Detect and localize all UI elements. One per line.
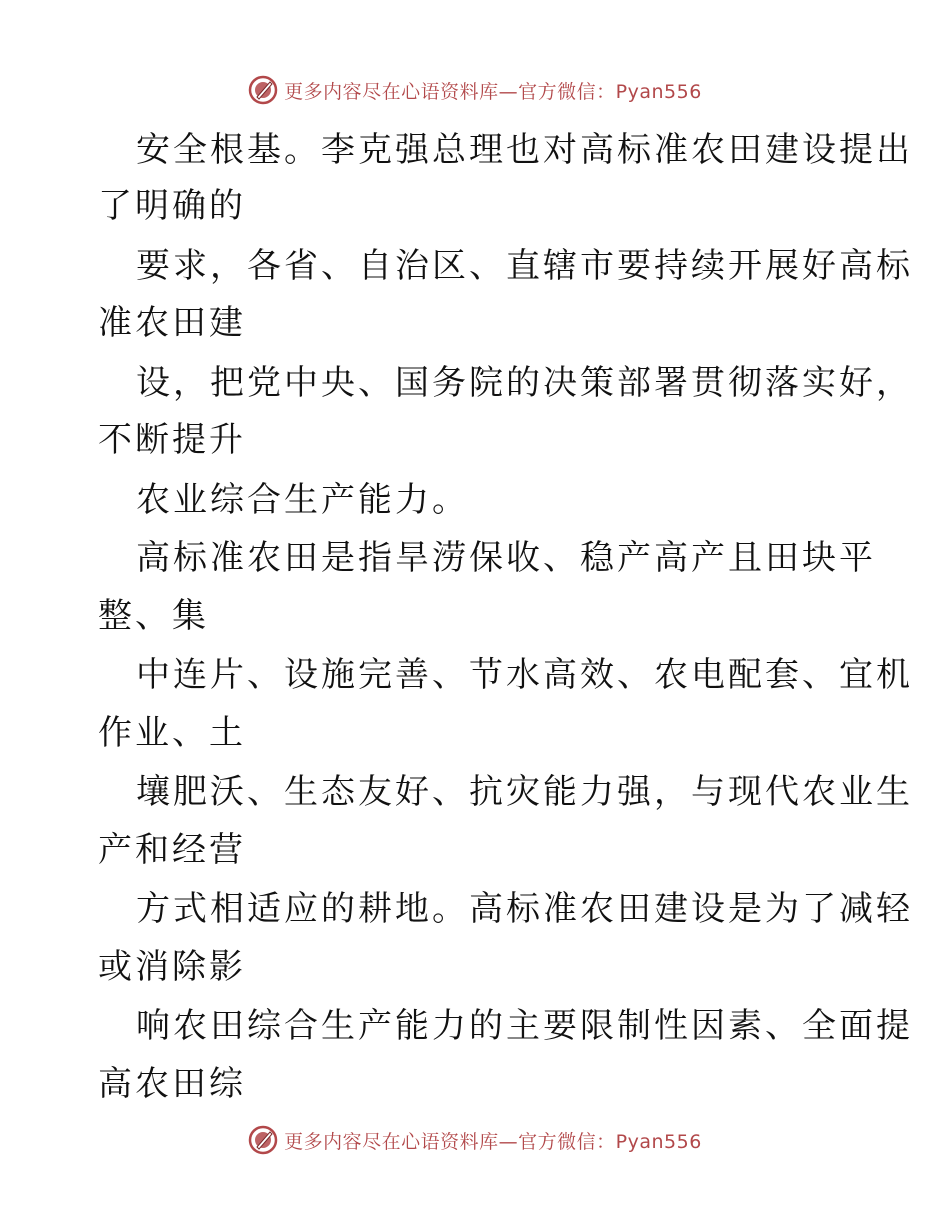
paragraph-line: 了明确的	[98, 186, 246, 226]
watermark-text: 更多内容尽在心语资料库—官方微信：Pyan556	[284, 1130, 702, 1153]
paragraph-line: 设，把党中央、国务院的决策部署贯彻落实好，	[136, 363, 913, 403]
paragraph-line: 整、集	[98, 596, 209, 636]
paragraph-line: 产和经营	[98, 830, 246, 870]
paragraph-line: 高标准农田是指旱涝保收、稳产高产且田块平	[136, 538, 876, 578]
paragraph-line: 安全根基。李克强总理也对高标准农田建设提出	[136, 130, 913, 170]
pen-logo-icon	[248, 1125, 278, 1155]
paragraph-line: 高农田综	[98, 1064, 246, 1104]
paragraph-line: 农业综合生产能力。	[136, 480, 469, 520]
paragraph-line: 响农田综合生产能力的主要限制性因素、全面提	[136, 1006, 913, 1046]
paragraph-line: 不断提升	[98, 420, 246, 460]
paragraph-line: 壤肥沃、生态友好、抗灾能力强，与现代农业生	[136, 772, 913, 812]
header-watermark	[0, 72, 950, 108]
paragraph-line: 或消除影	[98, 947, 246, 987]
paragraph-line: 作业、土	[98, 713, 246, 753]
footer-watermark	[0, 1122, 950, 1158]
watermark-text: 更多内容尽在心语资料库—官方微信：Pyan556	[284, 80, 702, 103]
paragraph-line: 中连片、设施完善、节水高效、农电配套、宜机	[136, 655, 913, 695]
paragraph-line: 要求，各省、自治区、直辖市要持续开展好高标	[136, 246, 913, 286]
paragraph-line: 准农田建	[98, 303, 246, 343]
pen-logo-icon	[248, 75, 278, 105]
paragraph-line: 方式相适应的耕地。高标准农田建设是为了减轻	[136, 889, 913, 929]
